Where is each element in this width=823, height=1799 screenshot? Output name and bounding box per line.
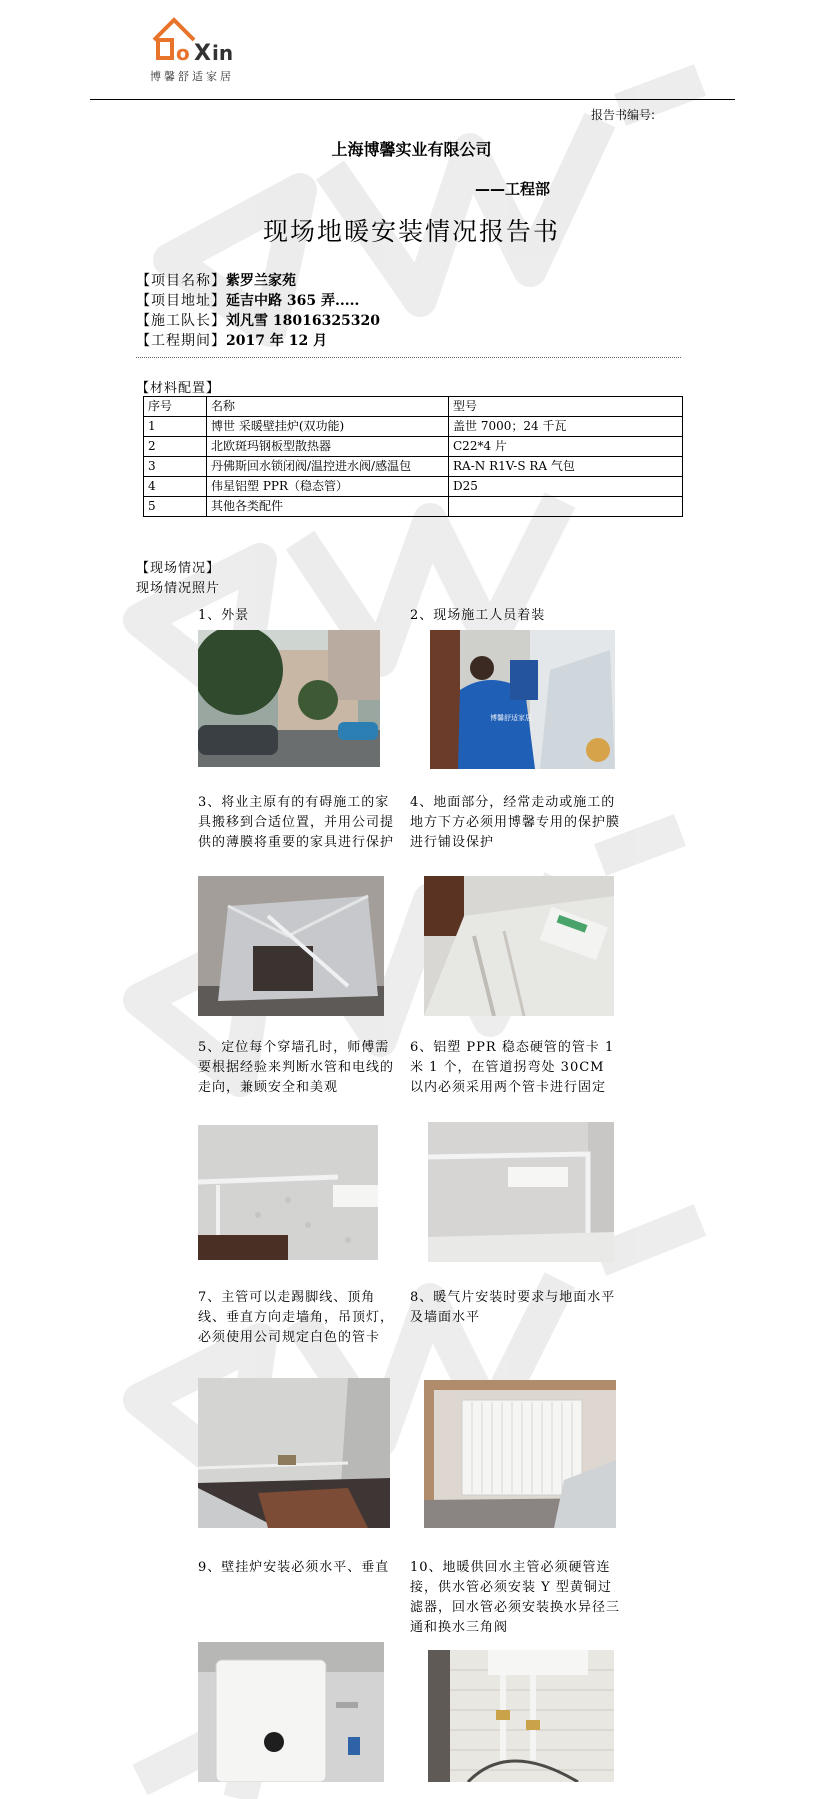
- photo-furniture-covered: [198, 876, 384, 1016]
- photo-wall-pipe-routing: [198, 1125, 378, 1260]
- photo-radiator: [424, 1380, 616, 1528]
- photo-floor-protection: [424, 876, 614, 1016]
- photo-manifold-pipes: [428, 1650, 614, 1782]
- site-photos-label: 现场情况照片: [136, 581, 221, 596]
- company-logo: [150, 14, 270, 84]
- caption-1: 1、外景: [198, 608, 250, 623]
- photo-pipe-clips: [428, 1122, 614, 1262]
- materials-heading: 【材料配置】: [136, 381, 221, 396]
- report-number-label: 报告书编号:: [591, 108, 656, 122]
- materials-table: [143, 396, 683, 517]
- table-row: 3 丹佛斯回水锁闭阀/温控进水阀/感温包 RA-N R1V-S RA 气包: [144, 457, 683, 477]
- department-name: ——工程部: [475, 180, 551, 198]
- caption-6: 6、铝塑 PPR 稳态硬管的管卡 1 米 1 个，在管道拐弯处 30CM 以内必须采用两个管卡进行固定: [410, 1040, 615, 1095]
- site-heading: 【现场情况】: [136, 561, 221, 576]
- photo-worker-uniform: [430, 630, 615, 769]
- table-row: 5 其他各类配件: [144, 497, 683, 517]
- logo-tagline: 博馨舒适家居: [150, 70, 234, 83]
- report-title: 现场地暖安装情况报告书: [262, 217, 560, 246]
- svg-text:in: in: [212, 41, 234, 64]
- badge-text: 博馨舒适家居: [490, 714, 532, 722]
- caption-3: 3、将业主原有的有碍施工的家具搬移到合适位置，并用公司提供的薄膜将重要的家具进行保护: [198, 795, 395, 850]
- caption-5: 5、定位每个穿墙孔时，师傅需要根据经验来判断水管和电线的走向，兼顾安全和美观: [198, 1040, 395, 1095]
- caption-4: 4、地面部分，经常走动或施工的地方下方必须用博馨专用的保护膜进行铺设保护: [410, 795, 621, 850]
- table-row: 1 博世 采暖壁挂炉(双功能) 盖世 7000；24 千瓦: [144, 417, 683, 437]
- divider: [136, 357, 681, 358]
- project-period-row: 【工程期间】2017 年 12 月: [136, 333, 328, 349]
- project-address-row: 【项目地址】延吉中路 365 弄.....: [136, 293, 360, 309]
- caption-7: 7、主管可以走踢脚线、顶角线、垂直方向走墙角，吊顶灯，必须使用公司规定白色的管卡: [198, 1290, 395, 1345]
- project-info: [136, 271, 380, 351]
- caption-2: 2、现场施工人员着装: [410, 608, 546, 623]
- header-rule: [90, 99, 735, 100]
- caption-9: 9、壁挂炉安装必须水平、垂直: [198, 1560, 390, 1575]
- team-leader-row: 【施工队长】刘凡雪 18016325320: [136, 313, 381, 329]
- photo-ceiling-corner: [198, 1378, 390, 1528]
- table-header-row: 序号 名称 型号: [144, 397, 683, 417]
- table-row: 4 伟星铝塑 PPR（稳态管） D25: [144, 477, 683, 497]
- photo-exterior: [198, 630, 380, 767]
- svg-text:o: o: [176, 41, 190, 64]
- caption-10: 10、地暖供回水主管必须硬管连接，供水管必须安装 Y 型黄铜过滤器，回水管必须安装换水异径三通和换水三角阀: [410, 1560, 621, 1635]
- svg-text:X: X: [194, 41, 211, 64]
- caption-8: 8、暖气片安装时要求与地面水平及墙面水平: [410, 1290, 616, 1325]
- project-name-row: 【项目名称】紫罗兰家苑: [136, 273, 296, 289]
- photo-wall-boiler: [198, 1642, 384, 1782]
- company-name: 上海博馨实业有限公司: [331, 140, 492, 159]
- table-row: 2 北欧斑玛钢板型散热器 C22*4 片: [144, 437, 683, 457]
